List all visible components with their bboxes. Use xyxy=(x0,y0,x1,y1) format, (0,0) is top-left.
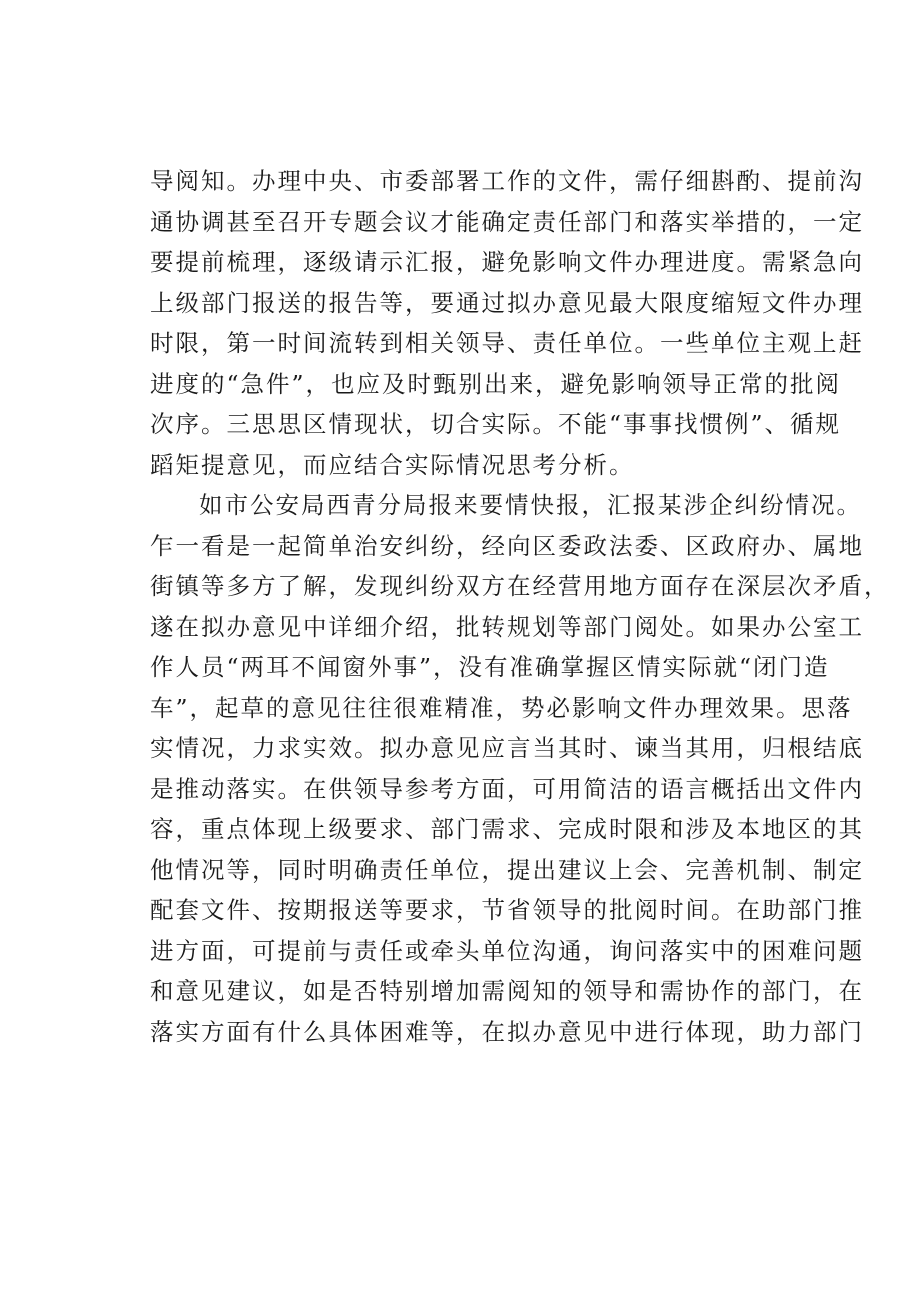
text-line: 和意见建议，如是否特别增加需阅知的领导和需协作的部门，在 xyxy=(150,977,864,1005)
text-line: 如市公安局西青分局报来要情快报，汇报某涉企纠纷情况。 xyxy=(199,491,862,519)
text-line: 进度的“急件”，也应及时甄别出来，避免影响领导正常的批阅 xyxy=(150,369,842,398)
text-line: 是推动落实。在供领导参考方面，可用简洁的语言概括出文件内 xyxy=(150,774,864,803)
text-line: 时限，第一时间流转到相关领导、责任单位。一些单位主观上赶 xyxy=(150,329,864,357)
text-line: 通协调甚至召开专题会议才能确定责任部门和落实举措的，一定 xyxy=(150,207,864,236)
text-line: 进方面，可提前与责任或牵头单位沟通，询问落实中的困难问题 xyxy=(150,936,864,965)
paragraph-2 xyxy=(150,485,890,1052)
text-line: 配套文件、按期报送等要求，节省领导的批阅时间。在助部门推 xyxy=(150,896,864,924)
text-line: 要提前梳理，逐级请示汇报，避免影响文件办理进度。需紧急向 xyxy=(150,248,864,276)
text-line: 乍一看是一起简单治安纠纷，经向区委政法委、区政府办、属地 xyxy=(150,531,864,560)
text-line: 落实方面有什么具体困难等，在拟办意见中进行体现，助力部门 xyxy=(150,1017,864,1046)
document-body xyxy=(150,161,890,1052)
text-line: 遂在拟办意见中详细介绍，批转规划等部门阅处。如果办公室工 xyxy=(150,612,864,641)
text-line: 街镇等多方了解，发现纠纷双方在经营用地方面存在深层次矛盾， xyxy=(150,572,890,600)
text-line: 容，重点体现上级要求、部门需求、完成时限和涉及本地区的其 xyxy=(150,815,864,843)
text-line: 蹈矩提意见，而应结合实际情况思考分析。 xyxy=(150,450,635,479)
text-line: 车”，起草的意见往往很难精准，势必影响文件办理效果。思落 xyxy=(150,693,853,722)
text-line: 实情况，力求实效。拟办意见应言当其时、谏当其用，归根结底 xyxy=(150,734,864,762)
text-line: 他情况等，同时明确责任单位，提出建议上会、完善机制、制定 xyxy=(150,855,864,884)
text-line: 作人员“两耳不闻窗外事”，没有准确掌握区情实际就“闭门造 xyxy=(150,653,830,681)
paragraph-1 xyxy=(150,161,864,485)
text-line: 导阅知。办理中央、市委部署工作的文件，需仔细斟酌、提前沟 xyxy=(150,167,864,195)
text-line: 次序。三思思区情现状，切合实际。不能“事事找惯例”、循规 xyxy=(150,410,842,438)
text-line: 上级部门报送的报告等，要通过拟办意见最大限度缩短文件办理 xyxy=(150,288,864,317)
